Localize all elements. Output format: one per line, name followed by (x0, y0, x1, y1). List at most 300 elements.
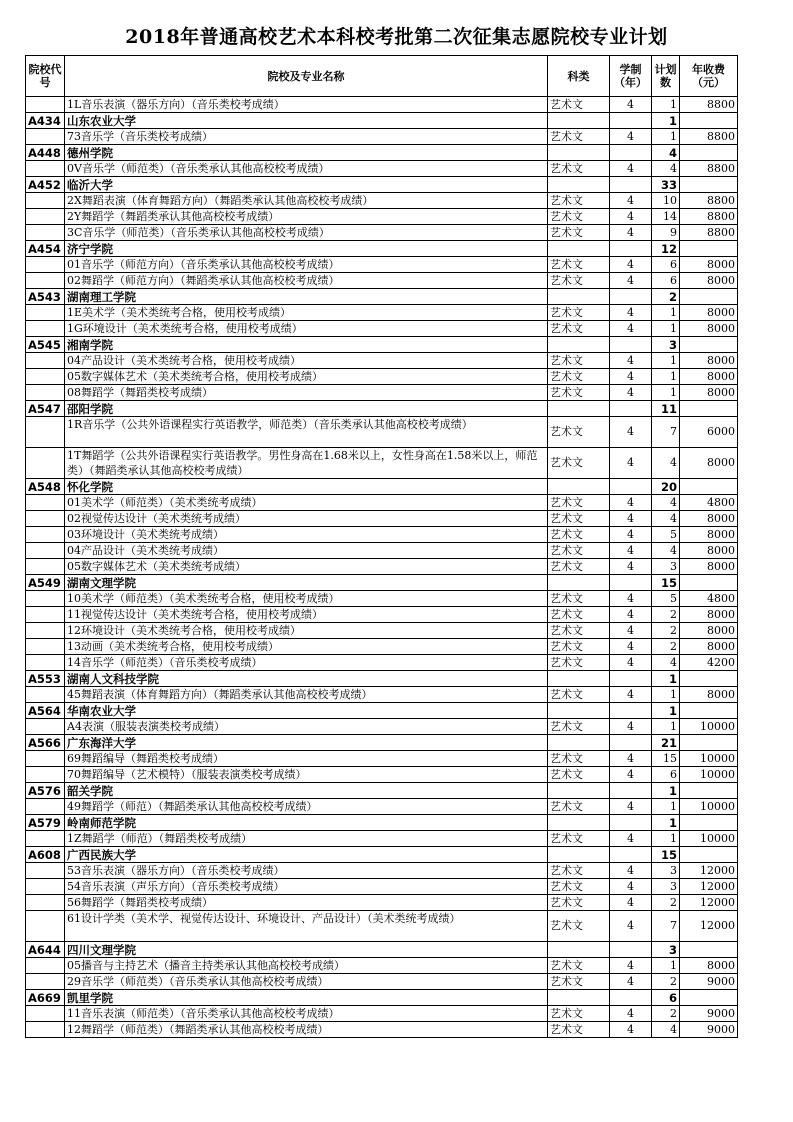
major-plan: 6 (652, 767, 680, 783)
code-cell (26, 495, 65, 511)
major-name: 04产品设计（美术类统考成绩） (65, 543, 548, 559)
major-fee: 8800 (680, 129, 738, 145)
school-code: A644 (26, 942, 65, 958)
major-kind: 艺术文 (548, 511, 610, 527)
fee-cell (680, 113, 738, 129)
code-cell (26, 911, 65, 942)
school-row (26, 942, 738, 958)
major-fee: 12000 (680, 863, 738, 879)
fee-cell (680, 241, 738, 257)
major-fee: 9000 (680, 1006, 738, 1022)
header-kind: 科类 (548, 56, 610, 97)
school-row (26, 337, 738, 353)
major-years: 4 (610, 527, 652, 543)
school-name: 岭南师范学院 (65, 815, 548, 831)
major-name: 29音乐学（师范类）（音乐类承认其他高校校考成绩） (65, 974, 548, 990)
major-plan: 1 (652, 129, 680, 145)
major-years: 4 (610, 831, 652, 847)
major-plan: 4 (652, 1022, 680, 1038)
major-name: 12舞蹈学（师范类）（舞蹈类承认其他高校校考成绩） (65, 1022, 548, 1038)
years-cell (610, 145, 652, 161)
school-code: A547 (26, 401, 65, 417)
years-cell (610, 113, 652, 129)
major-row (26, 448, 738, 479)
major-row (26, 911, 738, 942)
code-cell (26, 353, 65, 369)
major-fee: 8000 (680, 273, 738, 289)
school-row (26, 783, 738, 799)
major-fee: 10000 (680, 767, 738, 783)
kind-cell (548, 575, 610, 591)
major-fee: 8800 (680, 225, 738, 241)
major-row (26, 1006, 738, 1022)
major-name: 01美术学（师范类）（美术类统考成绩） (65, 495, 548, 511)
years-cell (610, 990, 652, 1006)
major-kind: 艺术文 (548, 911, 610, 942)
code-cell (26, 305, 65, 321)
major-years: 4 (610, 559, 652, 575)
page-title: 2018年普通高校艺术本科校考批第二次征集志愿院校专业计划 (125, 26, 668, 48)
kind-cell (548, 241, 610, 257)
kind-cell (548, 177, 610, 193)
years-cell (610, 815, 652, 831)
major-plan: 5 (652, 527, 680, 543)
major-row (26, 767, 738, 783)
major-name: 49舞蹈学（师范）（舞蹈类承认其他高校校考成绩） (65, 799, 548, 815)
major-name: 05数字媒体艺术（美术类统考成绩） (65, 559, 548, 575)
school-plan-total: 1 (652, 783, 680, 799)
major-years: 4 (610, 879, 652, 895)
code-cell (26, 1006, 65, 1022)
school-code: A608 (26, 847, 65, 863)
major-row (26, 1022, 738, 1038)
major-years: 4 (610, 1006, 652, 1022)
major-years: 4 (610, 1022, 652, 1038)
major-fee: 8000 (680, 511, 738, 527)
school-code: A548 (26, 479, 65, 495)
major-fee: 12000 (680, 895, 738, 911)
school-code: A549 (26, 575, 65, 591)
table-body (26, 97, 738, 1038)
major-name: 04产品设计（美术类统考合格，使用校考成绩） (65, 353, 548, 369)
school-plan-total: 4 (652, 145, 680, 161)
code-cell (26, 895, 65, 911)
header-row (26, 56, 738, 97)
major-fee: 8000 (680, 527, 738, 543)
kind-cell (548, 479, 610, 495)
major-row (26, 719, 738, 735)
major-name: 11视觉传达设计（美术类统考合格，使用校考成绩） (65, 607, 548, 623)
major-row (26, 559, 738, 575)
major-fee: 8000 (680, 448, 738, 479)
major-kind: 艺术文 (548, 655, 610, 671)
major-kind: 艺术文 (548, 607, 610, 623)
major-kind: 艺术文 (548, 353, 610, 369)
major-years: 4 (610, 607, 652, 623)
school-plan-total: 11 (652, 401, 680, 417)
major-plan: 4 (652, 495, 680, 511)
major-name: 05数字媒体艺术（美术类统考合格，使用校考成绩） (65, 369, 548, 385)
years-cell (610, 671, 652, 687)
school-plan-total: 1 (652, 703, 680, 719)
school-code: A576 (26, 783, 65, 799)
major-plan: 5 (652, 591, 680, 607)
major-name: 1Z舞蹈学（师范）（舞蹈类校考成绩） (65, 831, 548, 847)
major-name: 0V音乐学（师范类）（音乐类承认其他高校校考成绩） (65, 161, 548, 177)
code-cell (26, 559, 65, 575)
fee-cell (680, 177, 738, 193)
major-kind: 艺术文 (548, 623, 610, 639)
major-years: 4 (610, 417, 652, 448)
kind-cell (548, 703, 610, 719)
major-row (26, 655, 738, 671)
major-row (26, 369, 738, 385)
school-row (26, 289, 738, 305)
major-years: 4 (610, 799, 652, 815)
school-code: A564 (26, 703, 65, 719)
major-kind: 艺术文 (548, 161, 610, 177)
school-name: 湖南人文科技学院 (65, 671, 548, 687)
header-years: 学制（年） (610, 56, 652, 97)
major-name: 69舞蹈编导（舞蹈类校考成绩） (65, 751, 548, 767)
major-kind: 艺术文 (548, 687, 610, 703)
major-fee: 8800 (680, 97, 738, 113)
major-years: 4 (610, 511, 652, 527)
major-kind: 艺术文 (548, 129, 610, 145)
fee-cell (680, 289, 738, 305)
major-kind: 艺术文 (548, 527, 610, 543)
major-name: 01音乐学（师范方向）（音乐类承认其他高校校考成绩） (65, 257, 548, 273)
code-cell (26, 321, 65, 337)
major-kind: 艺术文 (548, 193, 610, 209)
major-name: 1E美术学（美术类统考合格，使用校考成绩） (65, 305, 548, 321)
major-row (26, 751, 738, 767)
school-plan-total: 3 (652, 942, 680, 958)
major-years: 4 (610, 369, 652, 385)
major-kind: 艺术文 (548, 639, 610, 655)
years-cell (610, 847, 652, 863)
major-name: 3C音乐学（师范类）（音乐类承认其他高校校考成绩） (65, 225, 548, 241)
major-row (26, 607, 738, 623)
major-fee: 8000 (680, 385, 738, 401)
major-plan: 1 (652, 831, 680, 847)
major-years: 4 (610, 655, 652, 671)
major-plan: 14 (652, 209, 680, 225)
school-name: 广东海洋大学 (65, 735, 548, 751)
major-row (26, 831, 738, 847)
major-plan: 10 (652, 193, 680, 209)
school-code: A434 (26, 113, 65, 129)
school-row (26, 113, 738, 129)
major-row (26, 305, 738, 321)
code-cell (26, 687, 65, 703)
major-name: 13动画（美术类统考合格，使用校考成绩） (65, 639, 548, 655)
code-cell (26, 209, 65, 225)
school-plan-total: 21 (652, 735, 680, 751)
fee-cell (680, 990, 738, 1006)
code-cell (26, 591, 65, 607)
school-code: A669 (26, 990, 65, 1006)
plan-table (25, 55, 738, 1038)
major-years: 4 (610, 543, 652, 559)
school-name: 邵阳学院 (65, 401, 548, 417)
major-years: 4 (610, 895, 652, 911)
major-fee: 12000 (680, 911, 738, 942)
major-fee: 8000 (680, 353, 738, 369)
school-name: 韶关学院 (65, 783, 548, 799)
school-name: 山东农业大学 (65, 113, 548, 129)
major-row (26, 687, 738, 703)
major-kind: 艺术文 (548, 305, 610, 321)
major-plan: 1 (652, 321, 680, 337)
major-row (26, 385, 738, 401)
major-plan: 1 (652, 97, 680, 113)
major-plan: 6 (652, 257, 680, 273)
school-row (26, 847, 738, 863)
major-row (26, 623, 738, 639)
major-fee: 8000 (680, 559, 738, 575)
years-cell (610, 575, 652, 591)
major-fee: 10000 (680, 799, 738, 815)
major-kind: 艺术文 (548, 448, 610, 479)
school-row (26, 815, 738, 831)
major-fee: 8000 (680, 257, 738, 273)
major-plan: 1 (652, 719, 680, 735)
major-plan: 7 (652, 417, 680, 448)
major-kind: 艺术文 (548, 879, 610, 895)
major-kind: 艺术文 (548, 495, 610, 511)
code-cell (26, 193, 65, 209)
school-code: A454 (26, 241, 65, 257)
years-cell (610, 783, 652, 799)
major-row (26, 527, 738, 543)
major-kind: 艺术文 (548, 385, 610, 401)
major-kind: 艺术文 (548, 417, 610, 448)
major-row (26, 543, 738, 559)
major-name: 2X舞蹈表演（体育舞蹈方向）（舞蹈类承认其他高校校考成绩） (65, 193, 548, 209)
major-fee: 8000 (680, 305, 738, 321)
school-row (26, 177, 738, 193)
school-name: 华南农业大学 (65, 703, 548, 719)
major-kind: 艺术文 (548, 751, 610, 767)
kind-cell (548, 990, 610, 1006)
kind-cell (548, 942, 610, 958)
code-cell (26, 448, 65, 479)
fee-cell (680, 735, 738, 751)
school-name: 济宁学院 (65, 241, 548, 257)
major-plan: 1 (652, 305, 680, 321)
major-plan: 2 (652, 607, 680, 623)
major-years: 4 (610, 305, 652, 321)
code-cell (26, 831, 65, 847)
code-cell (26, 879, 65, 895)
major-fee: 8800 (680, 161, 738, 177)
major-kind: 艺术文 (548, 559, 610, 575)
kind-cell (548, 783, 610, 799)
years-cell (610, 289, 652, 305)
major-name: 03环境设计（美术类统考成绩） (65, 527, 548, 543)
major-plan: 1 (652, 353, 680, 369)
school-name: 凯里学院 (65, 990, 548, 1006)
major-row (26, 799, 738, 815)
major-plan: 2 (652, 1006, 680, 1022)
fee-cell (680, 942, 738, 958)
major-plan: 1 (652, 958, 680, 974)
major-kind: 艺术文 (548, 1022, 610, 1038)
school-code: A566 (26, 735, 65, 751)
major-plan: 2 (652, 974, 680, 990)
code-cell (26, 799, 65, 815)
major-kind: 艺术文 (548, 369, 610, 385)
major-years: 4 (610, 495, 652, 511)
school-name: 怀化学院 (65, 479, 548, 495)
header-fee: 年收费（元） (680, 56, 738, 97)
school-code: A448 (26, 145, 65, 161)
major-row (26, 353, 738, 369)
school-row (26, 735, 738, 751)
major-row (26, 417, 738, 448)
code-cell (26, 527, 65, 543)
major-kind: 艺术文 (548, 863, 610, 879)
major-name: 1G环境设计（美术类统考合格，使用校考成绩） (65, 321, 548, 337)
major-kind: 艺术文 (548, 799, 610, 815)
school-row (26, 145, 738, 161)
major-fee: 8800 (680, 209, 738, 225)
kind-cell (548, 337, 610, 353)
code-cell (26, 257, 65, 273)
major-fee: 8000 (680, 958, 738, 974)
major-fee: 6000 (680, 417, 738, 448)
major-fee: 8800 (680, 193, 738, 209)
major-kind: 艺术文 (548, 958, 610, 974)
major-row (26, 97, 738, 113)
major-kind: 艺术文 (548, 831, 610, 847)
major-plan: 4 (652, 543, 680, 559)
major-fee: 8000 (680, 543, 738, 559)
major-row (26, 895, 738, 911)
major-name: 08舞蹈学（舞蹈类校考成绩） (65, 385, 548, 401)
code-cell (26, 369, 65, 385)
major-years: 4 (610, 193, 652, 209)
fee-cell (680, 337, 738, 353)
major-years: 4 (610, 448, 652, 479)
school-code: A545 (26, 337, 65, 353)
years-cell (610, 337, 652, 353)
major-years: 4 (610, 687, 652, 703)
header-plan: 计划数 (652, 56, 680, 97)
code-cell (26, 225, 65, 241)
code-cell (26, 273, 65, 289)
major-years: 4 (610, 911, 652, 942)
fee-cell (680, 783, 738, 799)
major-row (26, 209, 738, 225)
major-years: 4 (610, 767, 652, 783)
fee-cell (680, 703, 738, 719)
major-fee: 8000 (680, 623, 738, 639)
code-cell (26, 767, 65, 783)
major-plan: 1 (652, 687, 680, 703)
code-cell (26, 385, 65, 401)
major-kind: 艺术文 (548, 209, 610, 225)
years-cell (610, 241, 652, 257)
fee-cell (680, 847, 738, 863)
major-row (26, 511, 738, 527)
major-name: A4表演（服装表演类校考成绩） (65, 719, 548, 735)
major-row (26, 495, 738, 511)
code-cell (26, 511, 65, 527)
fee-cell (680, 671, 738, 687)
major-years: 4 (610, 719, 652, 735)
major-row (26, 129, 738, 145)
major-row (26, 193, 738, 209)
major-row (26, 225, 738, 241)
fee-cell (680, 145, 738, 161)
major-row (26, 321, 738, 337)
major-fee: 8000 (680, 321, 738, 337)
major-row (26, 639, 738, 655)
header-name: 院校及专业名称 (65, 56, 548, 97)
major-fee: 4800 (680, 591, 738, 607)
major-fee: 4200 (680, 655, 738, 671)
major-plan: 2 (652, 623, 680, 639)
kind-cell (548, 671, 610, 687)
major-kind: 艺术文 (548, 273, 610, 289)
code-cell (26, 639, 65, 655)
major-plan: 3 (652, 879, 680, 895)
major-years: 4 (610, 257, 652, 273)
major-kind: 艺术文 (548, 974, 610, 990)
header-code: 院校代号 (26, 56, 65, 97)
major-row (26, 591, 738, 607)
major-fee: 8000 (680, 639, 738, 655)
school-plan-total: 15 (652, 847, 680, 863)
major-kind: 艺术文 (548, 257, 610, 273)
kind-cell (548, 289, 610, 305)
fee-cell (680, 479, 738, 495)
school-name: 临沂大学 (65, 177, 548, 193)
major-row (26, 161, 738, 177)
school-name: 湖南文理学院 (65, 575, 548, 591)
major-fee: 10000 (680, 831, 738, 847)
years-cell (610, 735, 652, 751)
major-years: 4 (610, 639, 652, 655)
major-row (26, 863, 738, 879)
major-plan: 6 (652, 273, 680, 289)
school-code: A579 (26, 815, 65, 831)
major-name: 53音乐表演（器乐方向）（音乐类校考成绩） (65, 863, 548, 879)
major-name: 05播音与主持艺术（播音主持类承认其他高校校考成绩） (65, 958, 548, 974)
major-row (26, 958, 738, 974)
major-years: 4 (610, 209, 652, 225)
major-fee: 9000 (680, 974, 738, 990)
major-row (26, 273, 738, 289)
major-name: 56舞蹈学（舞蹈类校考成绩） (65, 895, 548, 911)
school-name: 湘南学院 (65, 337, 548, 353)
major-years: 4 (610, 385, 652, 401)
fee-cell (680, 401, 738, 417)
major-years: 4 (610, 225, 652, 241)
school-plan-total: 20 (652, 479, 680, 495)
major-years: 4 (610, 623, 652, 639)
major-plan: 9 (652, 225, 680, 241)
major-years: 4 (610, 161, 652, 177)
code-cell (26, 751, 65, 767)
fee-cell (680, 815, 738, 831)
major-plan: 1 (652, 385, 680, 401)
major-row (26, 974, 738, 990)
kind-cell (548, 401, 610, 417)
code-cell (26, 655, 65, 671)
